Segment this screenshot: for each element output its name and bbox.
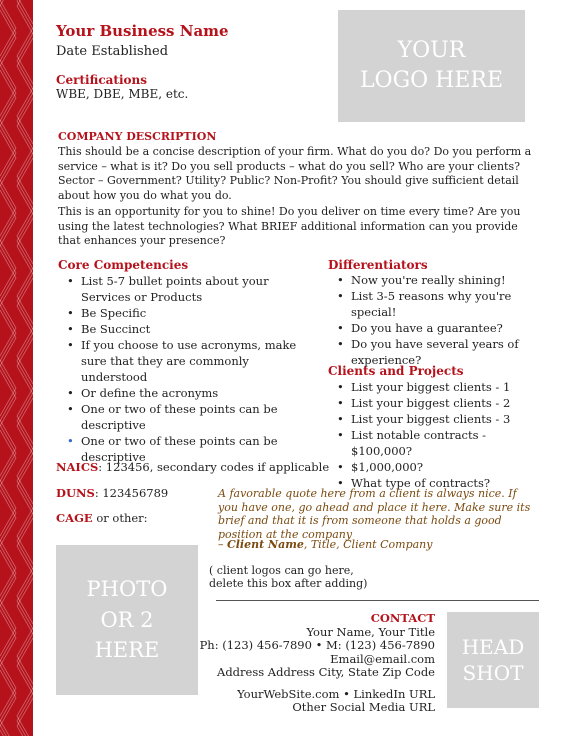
logo-placeholder-line1: YOUR bbox=[397, 38, 466, 64]
attribution-client-name: Client Name bbox=[227, 538, 304, 551]
divider bbox=[216, 600, 539, 601]
list-item: • Be Succinct bbox=[58, 321, 303, 337]
client-quote: A favorable quote here from a client is always nice. If you have one, go ahead and place it here. Make sure its brief and that it is from someone that holds a good position at the company bbox=[218, 487, 531, 541]
photo-placeholder bbox=[56, 545, 198, 695]
list-item: • $1,000,000? bbox=[328, 459, 548, 475]
list-item: • List your biggest clients - 3 bbox=[328, 411, 548, 427]
contact-address: Address Address City, State Zip Code bbox=[217, 665, 435, 679]
list-item: • List 3-5 reasons why you're special! bbox=[328, 288, 548, 320]
naics-label: NAICS bbox=[56, 460, 99, 474]
certifications-heading: Certifications bbox=[56, 73, 148, 87]
client-logos-note-line2: delete this box after adding) bbox=[209, 577, 368, 590]
clients-projects-list bbox=[328, 379, 548, 491]
core-competencies-heading: Core Competencies bbox=[58, 258, 189, 272]
photo-placeholder-line1: PHOTO bbox=[86, 577, 168, 602]
cage-code bbox=[56, 511, 148, 525]
attribution-rest: , Title, Client Company bbox=[303, 538, 433, 551]
cage-label: CAGE bbox=[56, 511, 93, 525]
photo-placeholder-line3: HERE bbox=[94, 638, 160, 663]
client-logos-note bbox=[209, 564, 367, 590]
list-item: • One or two of these points can be descriptive bbox=[58, 433, 303, 465]
list-item: • List notable contracts - $100,000? bbox=[328, 427, 548, 459]
list-item: • If you choose to use acronyms, make sure that they are commonly understood bbox=[58, 337, 303, 385]
business-name: Your Business Name bbox=[56, 22, 229, 40]
contact-name-title: Your Name, Your Title bbox=[306, 624, 435, 639]
certifications-list: WBE, DBE, MBE, etc. bbox=[56, 87, 189, 101]
list-item: • List your biggest clients - 1 bbox=[328, 379, 548, 395]
headshot-placeholder bbox=[447, 612, 539, 708]
list-item: • Now you're really shining! bbox=[328, 272, 548, 288]
list-item: • List 5-7 bullet points about your Services or Products bbox=[58, 273, 303, 305]
duns-number bbox=[56, 486, 168, 500]
company-description-heading: COMPANY DESCRIPTION bbox=[58, 130, 217, 143]
decorative-side-stripe bbox=[0, 0, 33, 736]
company-description-paragraph-2: This is an opportunity for you to shine! Do you deliver on time every time? Are you using the latest technologies? What BRIEF additional information can you provide that enhances your presence? bbox=[58, 205, 521, 247]
list-item: • What type of contracts? bbox=[328, 475, 548, 491]
naics-codes bbox=[56, 460, 329, 474]
differentiators-heading: Differentiators bbox=[328, 258, 428, 272]
date-established: Date Established bbox=[56, 44, 169, 59]
cage-value: or other: bbox=[92, 511, 148, 525]
contact-web: YourWebSite.com • LinkedIn URL bbox=[237, 686, 435, 701]
quote-attribution bbox=[218, 538, 432, 551]
attribution-dash: – bbox=[218, 538, 227, 551]
naics-value: : 123456, secondary codes if applicable bbox=[98, 460, 330, 474]
contact-social: Other Social Media URL bbox=[292, 700, 435, 714]
contact-email: Email@email.com bbox=[330, 651, 435, 666]
client-logos-note-line1: ( client logos can go here, bbox=[209, 564, 354, 577]
core-competencies-list bbox=[58, 273, 303, 465]
clients-projects-heading: Clients and Projects bbox=[328, 364, 464, 378]
chevron-pattern bbox=[0, 0, 33, 736]
contact-phone: Ph: (123) 456-7890 • M: (123) 456-7890 bbox=[199, 638, 435, 652]
list-item: • Do you have several years of experience? bbox=[328, 336, 548, 368]
logo-placeholder bbox=[338, 10, 525, 122]
photo-placeholder-line2: OR 2 bbox=[100, 607, 154, 632]
list-item: • Do you have a guarantee? bbox=[328, 320, 548, 336]
duns-value: : 123456789 bbox=[94, 486, 169, 500]
list-item: • Or define the acronyms bbox=[58, 385, 303, 401]
contact-block bbox=[200, 612, 435, 715]
list-item: • One or two of these points can be descriptive bbox=[58, 401, 303, 433]
differentiators-list bbox=[328, 272, 548, 368]
contact-heading: CONTACT bbox=[370, 611, 435, 625]
logo-placeholder-line2: LOGO HERE bbox=[359, 68, 504, 93]
headshot-placeholder-line1: HEAD bbox=[461, 635, 525, 659]
company-description-paragraph-1: This should be a concise description of your firm. What do you do? Do you perform a service – what is it? Do you sell products – what do you sell? Who are your clients? Sector – Government? Utility? Public? Non-Profit? You should give sufficient detail about how you do what you do. bbox=[58, 145, 532, 202]
list-item: • Be Specific bbox=[58, 305, 303, 321]
headshot-placeholder-line2: SHOT bbox=[462, 661, 524, 685]
list-item: • List your biggest clients - 2 bbox=[328, 395, 548, 411]
duns-label: DUNS bbox=[56, 486, 95, 500]
